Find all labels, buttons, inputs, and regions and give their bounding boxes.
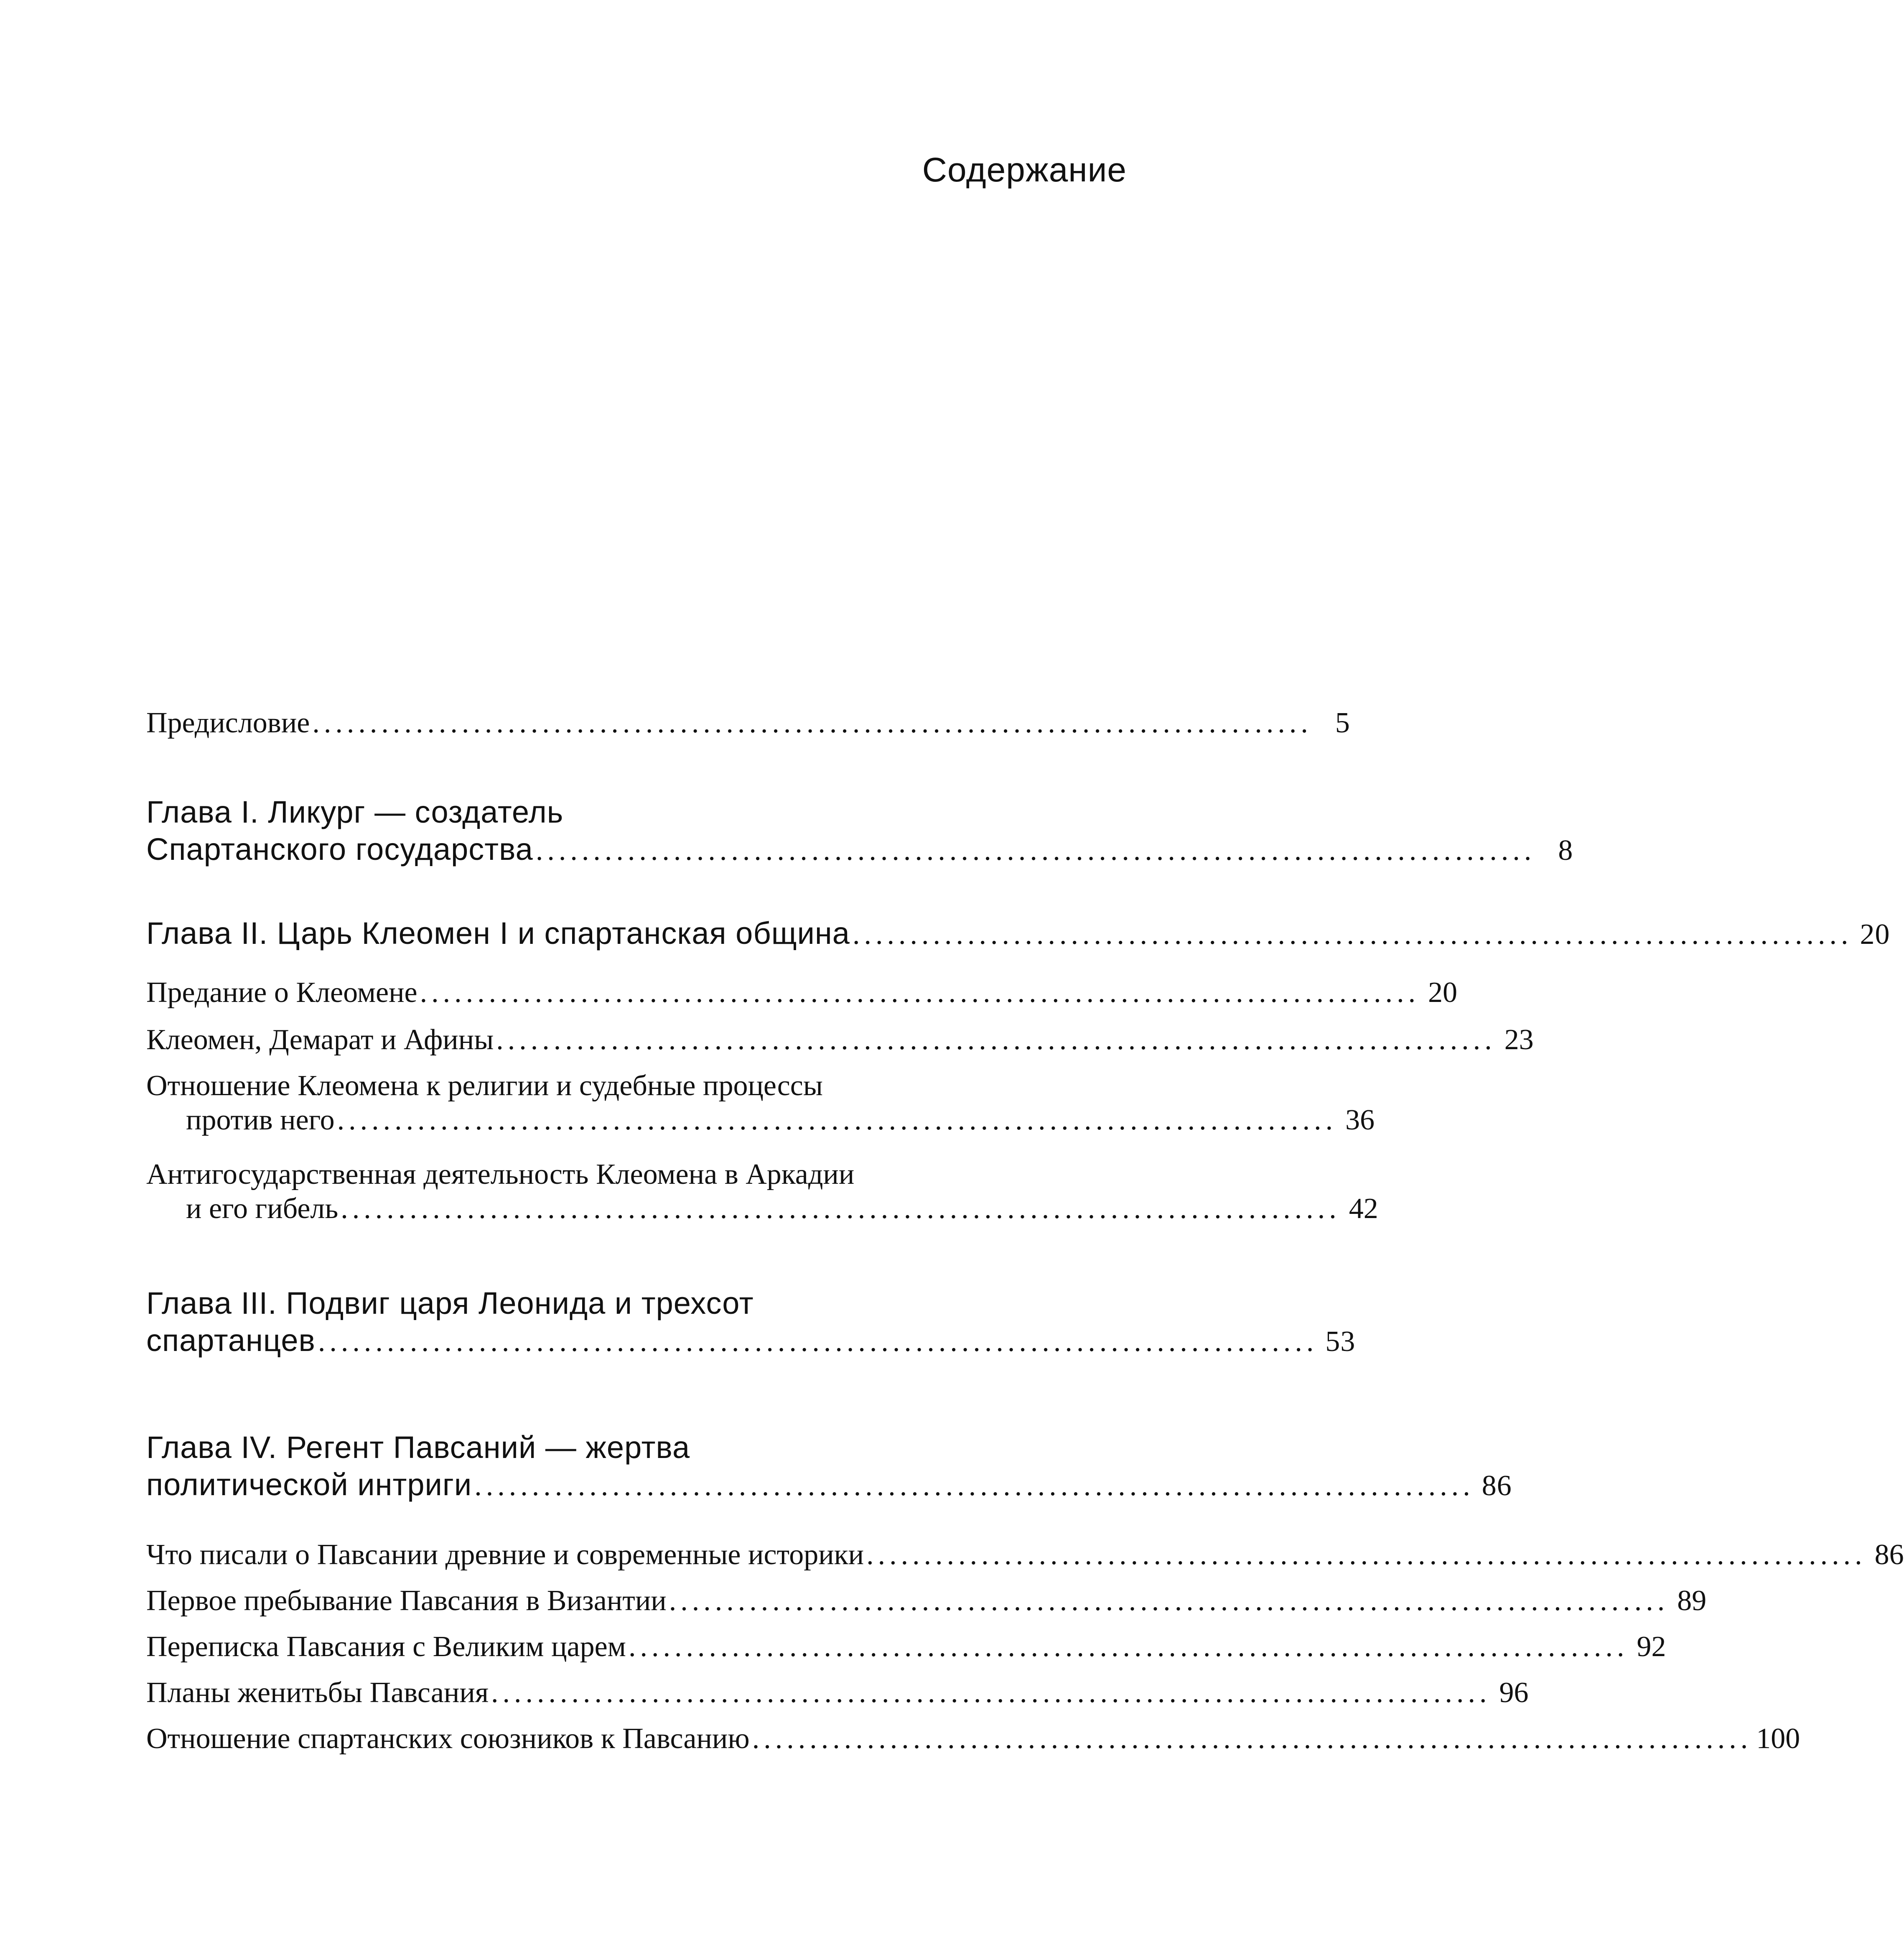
page-number: 86 [1481, 1470, 1512, 1502]
toc-entry-chapter-3 [146, 1285, 1356, 1359]
entry-title: Переписка Павсания с Великим царем [146, 1631, 626, 1663]
dot-leader: ....................................................................................... [866, 1539, 1866, 1571]
entry-title: Клеомен, Демарат и Афины [146, 1024, 494, 1056]
dot-leader: ....................................................................................... [496, 1024, 1496, 1056]
page-number: 92 [1637, 1631, 1666, 1663]
toc-entry-chapter-1 [146, 794, 1573, 867]
entry-title-line-1: Глава I. Ликург — создатель [146, 795, 564, 829]
entry-title: Планы женитьбы Павсания [146, 1677, 489, 1709]
entry-title: Что писали о Павсании древние и современные историки [146, 1539, 864, 1571]
toc-subentry [146, 1676, 1529, 1710]
entry-title-line-1: Отношение Клеомена к религии и судебные процессы [146, 1070, 823, 1102]
toc-subentry [146, 1722, 1800, 1756]
toc-subentry [146, 1158, 1378, 1226]
page-number: 53 [1325, 1325, 1356, 1358]
toc-entry-chapter-2 [146, 915, 1890, 951]
entry-title-line-1: Глава III. Подвиг царя Леонида и трехсот [146, 1286, 754, 1320]
toc-subentry [146, 1069, 1375, 1137]
page-number: 8 [1558, 834, 1573, 867]
dot-leader: ....................................................................................... [312, 707, 1312, 739]
page-number: 96 [1499, 1677, 1529, 1709]
page-number: 20 [1860, 918, 1890, 951]
dot-leader: ....................................................................................... [852, 918, 1853, 951]
toc-subentry [146, 1630, 1666, 1664]
toc-subentry [146, 1538, 1904, 1572]
page-number: 20 [1428, 976, 1458, 1009]
dot-leader: ....................................................................................... [669, 1585, 1669, 1617]
page-number: 42 [1349, 1193, 1378, 1225]
entry-title-line-2: Спартанского государства [146, 832, 533, 867]
dot-leader: ....................................................................................... [341, 1193, 1341, 1225]
entry-title-line-2: политической интриги [146, 1467, 472, 1502]
page-number: 36 [1345, 1104, 1375, 1136]
page-number: 23 [1504, 1024, 1534, 1056]
page-number: 86 [1874, 1539, 1904, 1571]
toc-entry-chapter-4 [146, 1430, 1512, 1503]
entry-title: Глава II. Царь Клеомен I и спартанская община [146, 916, 850, 951]
page-number: 5 [1335, 707, 1350, 739]
page-title: Содержание [922, 151, 1127, 189]
dot-leader: ....................................................................................... [318, 1325, 1318, 1358]
dot-leader: ....................................................................................... [474, 1470, 1474, 1502]
entry-title-line-2: против него [186, 1104, 335, 1136]
toc-subentry [146, 1023, 1534, 1057]
entry-title: Первое пребывание Павсания в Византии [146, 1585, 667, 1617]
entry-title: Предание о Клеомене [146, 976, 417, 1009]
dot-leader: ....................................................................................... [628, 1631, 1629, 1663]
dot-leader: ....................................................................................... [752, 1723, 1752, 1755]
entry-title-line-1: Глава IV. Регент Павсаний — жертва [146, 1430, 690, 1465]
dot-leader: ....................................................................................... [420, 976, 1420, 1009]
entry-title-line-1: Антигосударственная деятельность Клеомена в Аркадии [146, 1158, 855, 1190]
entry-title: Предисловие [146, 707, 310, 739]
dot-leader: ....................................................................................... [535, 834, 1536, 867]
entry-title: Отношение спартанских союзников к Павсанию [146, 1723, 750, 1755]
toc-subentry [146, 976, 1458, 1009]
toc-entry-preface [146, 706, 1350, 740]
entry-title-line-2: и его гибель [186, 1193, 339, 1225]
dot-leader: ....................................................................................... [337, 1104, 1337, 1136]
page-number: 89 [1677, 1585, 1707, 1617]
toc-subentry [146, 1584, 1707, 1618]
entry-title-line-2: спартанцев [146, 1323, 316, 1358]
page-number: 100 [1756, 1723, 1800, 1755]
dot-leader: ....................................................................................... [491, 1677, 1491, 1709]
